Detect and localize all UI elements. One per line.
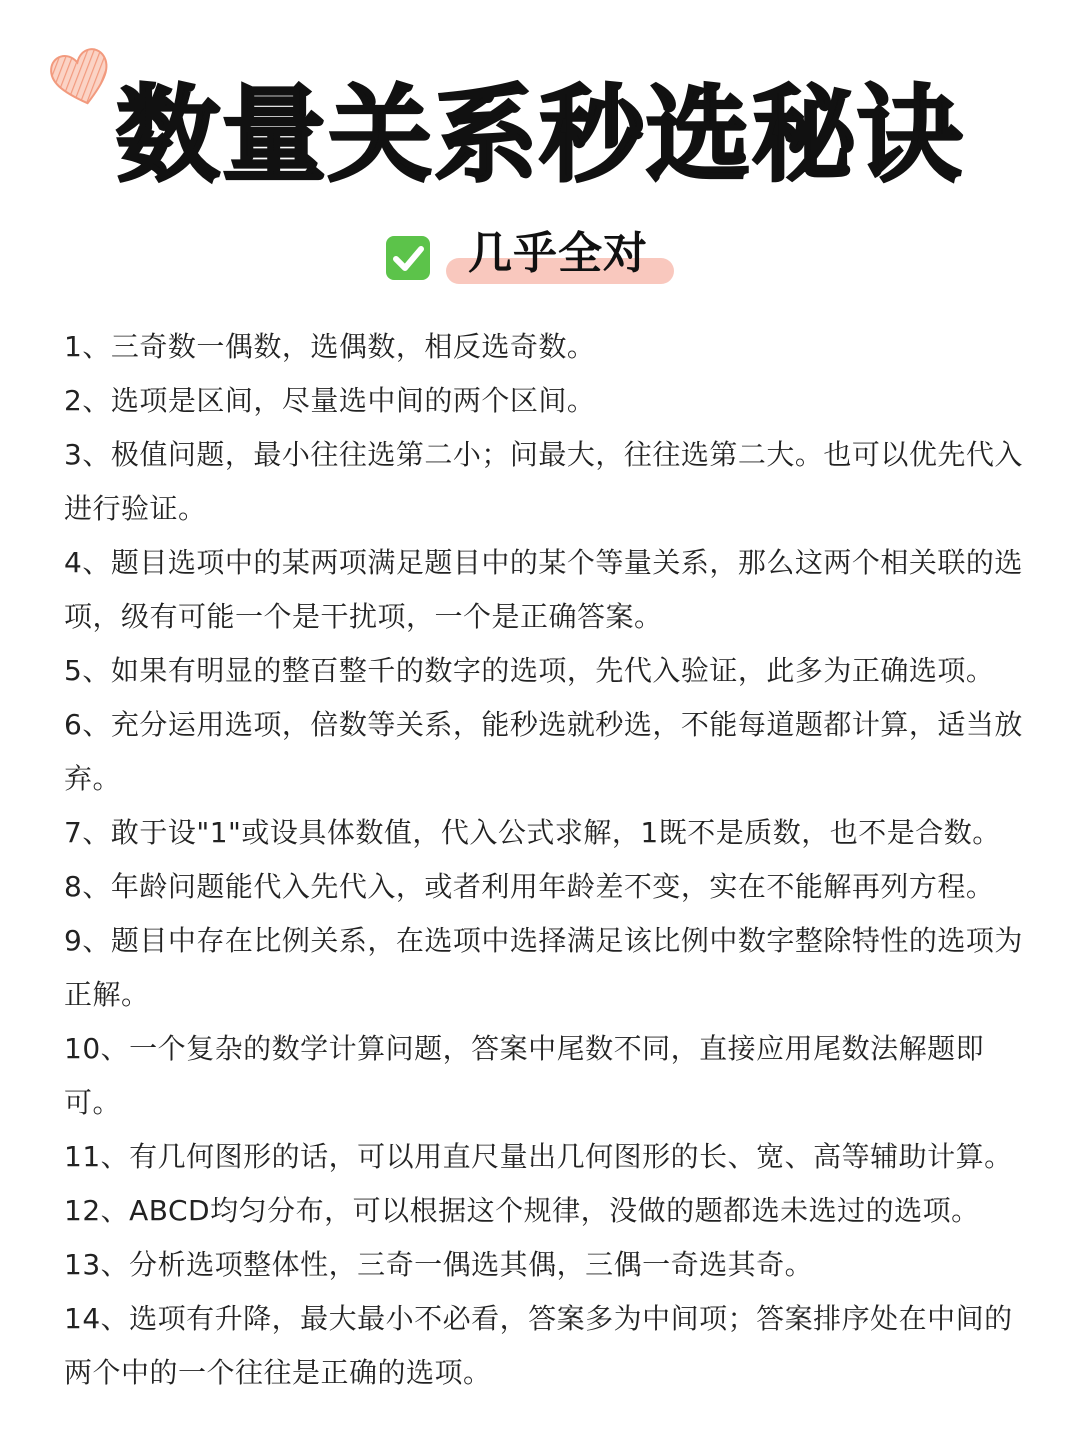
- tip-item: 12、ABCD均匀分布，可以根据这个规律，没做的题都选未选过的选项。: [64, 1194, 980, 1227]
- subtitle-row: [0, 222, 1080, 292]
- tip-item: 11、有几何图形的话，可以用直尺量出几何图形的长、宽、高等辅助计算。: [64, 1140, 1013, 1173]
- tip-item: 13、分析选项整体性，三奇一偶选其偶，三偶一奇选其奇。: [64, 1248, 814, 1281]
- tips-list: [64, 320, 1024, 1400]
- tip-item: 3、极值问题，最小往往选第二小；问最大，往往选第二大。也可以优先代入进行验证。: [64, 438, 1023, 525]
- tip-item: 8、年龄问题能代入先代入，或者利用年龄差不变，实在不能解再列方程。: [64, 870, 995, 903]
- tip-item: 9、题目中存在比例关系，在选项中选择满足该比例中数字整除特性的选项为正解。: [64, 924, 1023, 1011]
- tip-item: 14、选项有升降，最大最小不必看，答案多为中间项；答案排序处在中间的两个中的一个往往是正确的选项。: [64, 1302, 1013, 1389]
- tip-item: 2、选项是区间，尽量选中间的两个区间。: [64, 384, 596, 417]
- page-title: 数量关系秒选秘诀: [115, 74, 964, 196]
- subtitle: 几乎全对: [468, 228, 648, 279]
- tip-item: 4、题目选项中的某两项满足题目中的某个等量关系，那么这两个相关联的选项，级有可能一个是干扰项，一个是正确答案。: [64, 546, 1023, 633]
- tip-item: 5、如果有明显的整百整千的数字的选项，先代入验证，此多为正确选项。: [64, 654, 995, 687]
- tip-item: 7、敢于设"1"或设具体数值，代入公式求解，1既不是质数，也不是合数。: [64, 816, 1001, 849]
- tip-item: 1、三奇数一偶数，选偶数，相反选奇数。: [64, 330, 596, 363]
- check-mark-icon: [386, 236, 430, 280]
- tip-item: 6、充分运用选项，倍数等关系，能秒选就秒选，不能每道题都计算，适当放弃。: [64, 708, 1023, 795]
- tip-item: 10、一个复杂的数学计算问题，答案中尾数不同，直接应用尾数法解题即可。: [64, 1032, 985, 1119]
